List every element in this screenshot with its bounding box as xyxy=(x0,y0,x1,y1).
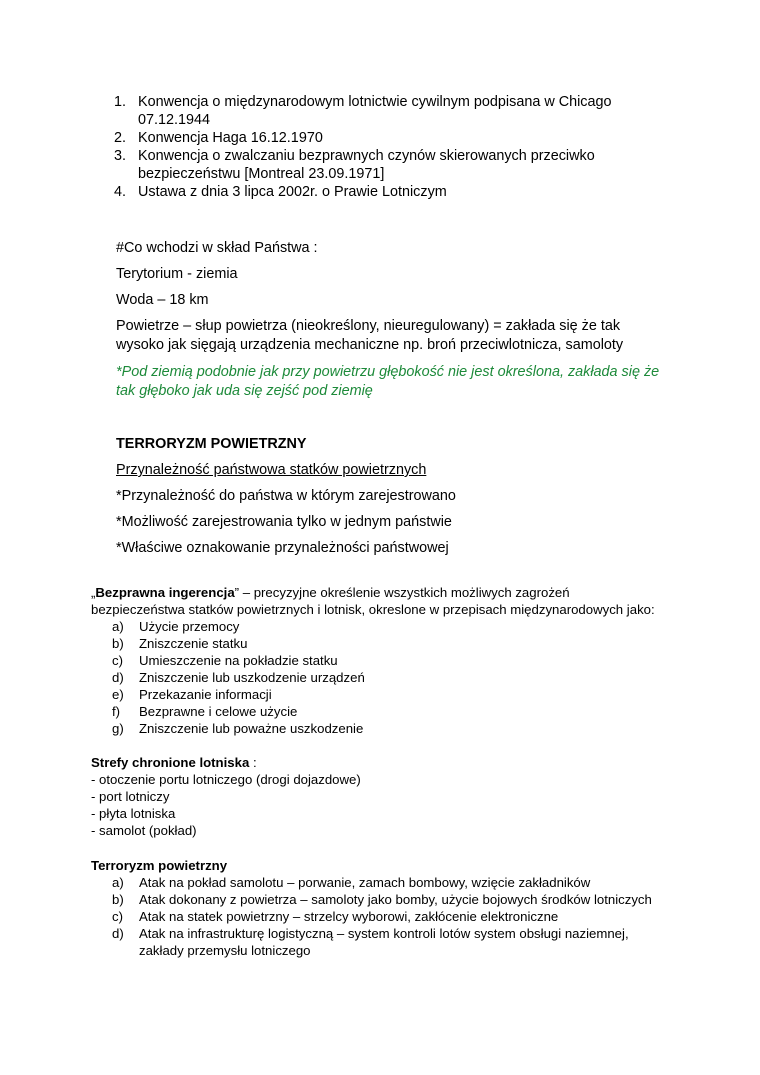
state-water: Woda – 18 km xyxy=(116,292,209,308)
list-item-text: Atak na statek powietrzny – strzelcy wyborowi, zakłócenie elektroniczne xyxy=(139,909,559,924)
list-item-text: Konwencja o zwalczaniu bezprawnych czynów skierowanych przeciwko bezpieczeństwu [Montreal 23.09.1971] xyxy=(138,148,595,182)
interference-definition xyxy=(91,584,661,618)
list-item-text: Bezprawne i celowe użycie xyxy=(139,704,298,719)
list-item-text: Przekazanie informacji xyxy=(139,687,272,702)
list-letter: b) xyxy=(112,636,124,651)
state-air: Powietrze – słup powietrza (nieokreślony, nieuregulowany) = zakłada się że tak wysoko jak sięgają urządzenia mechaniczne np. broń przeciwlotnicza, samoloty xyxy=(116,318,624,353)
list-item-text: Użycie przemocy xyxy=(139,619,240,634)
list-letter: g) xyxy=(112,721,124,736)
list-number: 3. xyxy=(114,148,127,164)
list-letter: b) xyxy=(112,892,124,907)
list-item xyxy=(112,925,667,959)
list-item xyxy=(112,618,672,635)
interference-list xyxy=(112,618,672,737)
list-item xyxy=(112,891,667,908)
underground-note: *Pod ziemią podobnie jak przy powietrzu głębokość nie jest określona, zakłada się że tak głęboko jak uda się zejść pod ziemię xyxy=(116,364,660,399)
list-item xyxy=(112,908,667,925)
state-heading: #Co wchodzi w skład Państwa : xyxy=(116,240,318,256)
registration-point: *Właściwe oznakowanie przynależności państwowej xyxy=(116,540,449,556)
air-terror-list xyxy=(112,874,667,959)
list-item xyxy=(104,129,664,147)
air-terror-title: Terroryzm powietrzny xyxy=(91,858,228,873)
list-item-text: Konwencja o międzynarodowym lotnictwie cywilnym podpisana w Chicago 07.12.1944 xyxy=(138,94,612,128)
zone-item: - płyta lotniska xyxy=(91,806,176,821)
list-letter: d) xyxy=(112,670,124,685)
zone-item: - otoczenie portu lotniczego (drogi dojazdowe) xyxy=(91,772,361,787)
list-item-text: Atak na pokład samolotu – porwanie, zamach bombowy, wzięcie zakładników xyxy=(139,875,591,890)
list-item xyxy=(104,93,664,129)
list-item xyxy=(112,635,672,652)
list-item-text: Zniszczenie lub poważne uszkodzenie xyxy=(139,721,364,736)
list-letter: e) xyxy=(112,687,124,702)
list-item xyxy=(112,720,672,737)
interference-term: Bezprawna ingerencja xyxy=(95,585,235,600)
list-item-text: Umieszczenie na pokładzie statku xyxy=(139,653,338,668)
list-letter: c) xyxy=(112,909,123,924)
conventions-list xyxy=(104,93,664,201)
list-item xyxy=(112,652,672,669)
section-subtitle: Przynależność państwowa statków powietrznych xyxy=(116,462,427,478)
list-item xyxy=(104,183,664,201)
zone-item: - port lotniczy xyxy=(91,789,170,804)
zones-title-text: Strefy chronione lotniska xyxy=(91,755,250,770)
list-item-text: Konwencja Haga 16.12.1970 xyxy=(138,130,323,146)
open-quote: „ xyxy=(91,585,96,600)
list-item-text: Atak dokonany z powietrza – samoloty jako bomby, użycie bojowych środków lotniczych xyxy=(139,892,652,907)
state-territory: Terytorium - ziemia xyxy=(116,266,238,282)
registration-point: *Możliwość zarejestrowania tylko w jednym państwie xyxy=(116,514,452,530)
registration-point: *Przynależność do państwa w którym zarejestrowano xyxy=(116,488,456,504)
list-item-text: Atak na infrastrukturę logistyczną – system kontroli lotów system obsługi naziemnej, zakłady przemysłu lotniczego xyxy=(139,926,629,958)
list-letter: a) xyxy=(112,619,124,634)
list-number: 2. xyxy=(114,130,127,146)
list-item-text: Zniszczenie statku xyxy=(139,636,248,651)
list-item xyxy=(104,147,608,183)
list-number: 4. xyxy=(114,184,127,200)
section-title: TERRORYZM POWIETRZNY xyxy=(116,436,307,452)
zone-item: - samolot (pokład) xyxy=(91,823,197,838)
list-number: 1. xyxy=(114,94,127,110)
list-letter: c) xyxy=(112,653,123,668)
zones-title-suffix: : xyxy=(249,755,257,770)
list-item xyxy=(112,703,672,720)
list-letter: d) xyxy=(112,926,124,941)
list-item-text: Zniszczenie lub uszkodzenie urządzeń xyxy=(139,670,365,685)
list-item xyxy=(112,686,672,703)
list-item xyxy=(112,669,672,686)
list-letter: a) xyxy=(112,875,124,890)
list-item-text: Ustawa z dnia 3 lipca 2002r. o Prawie Lotniczym xyxy=(138,184,447,200)
interference-text: ” – precyzyjne określenie wszystkich możliwych zagrożeń bezpieczeństwa statków powietrznych i lotnisk, okreslone w przepisach międzynarodowych jako: xyxy=(91,585,655,617)
zones-title xyxy=(91,754,671,771)
list-item xyxy=(112,874,667,891)
list-letter: f) xyxy=(112,704,121,719)
